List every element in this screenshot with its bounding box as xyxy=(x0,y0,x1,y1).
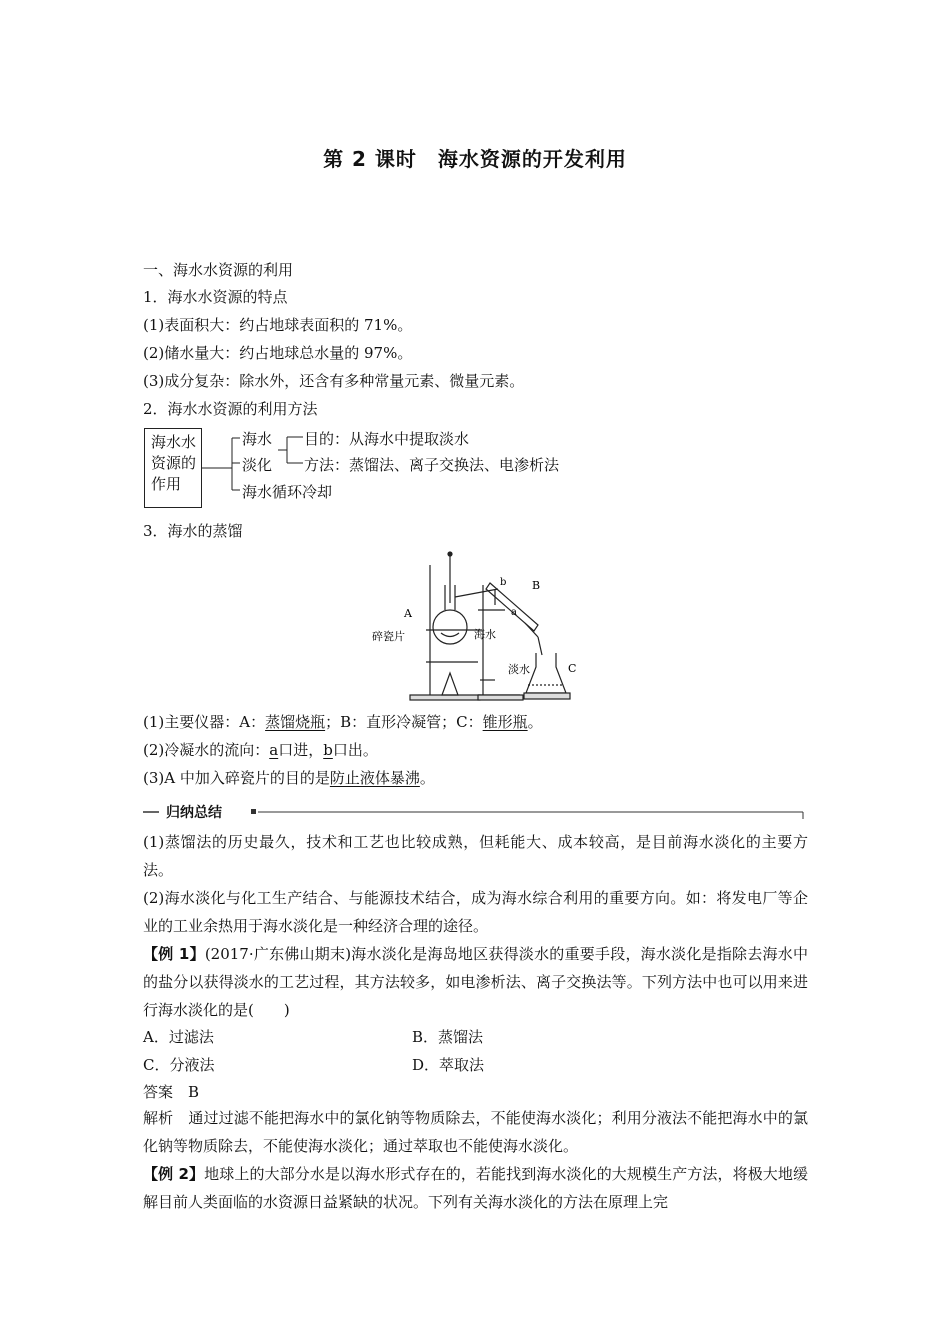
label-outlet-b: b xyxy=(500,577,507,588)
summary-title: 归纳总结 xyxy=(162,802,226,822)
summary-point-1: (1)蒸馏法的历史最久，技术和工艺也比较成熟，但耗能大、成本较高，是目前海水淡化的主要方法。 xyxy=(143,833,808,879)
example-2 xyxy=(143,1160,808,1216)
distillation-apparatus-figure xyxy=(370,545,590,705)
text: (2)冷凝水的流向： xyxy=(143,741,270,759)
label-seawater: 海水 xyxy=(474,628,496,641)
label-a: A xyxy=(404,607,412,620)
subheading-features: 1．海水水资源的特点 xyxy=(143,288,288,306)
label-inlet-a: a xyxy=(511,607,517,618)
feature-area: (1)表面积大：约占地球表面积的 71%。 xyxy=(143,316,413,334)
label-freshwater: 淡水 xyxy=(508,663,530,676)
subheading-methods: 2．海水水资源的利用方法 xyxy=(143,400,318,418)
example-tag: 【例 2】 xyxy=(143,1165,205,1183)
diagram-branch1-line1: 海水 xyxy=(242,430,273,448)
answer-purpose: 防止液体暴沸 xyxy=(329,769,420,787)
answer-outlet: b xyxy=(323,741,333,759)
example-1 xyxy=(143,940,808,1024)
option-b: B．蒸馏法 xyxy=(412,1028,484,1046)
example-analysis: 解析 通过过滤不能把海水中的氯化钠等物质除去，不能使海水淡化；利用分液法不能把海水中的氯化钠等物质除去，不能使海水淡化；通过萃取也不能使海水淡化。 xyxy=(143,1109,808,1155)
option-c: C．分液法 xyxy=(143,1056,215,1074)
example-answer: 答案 B xyxy=(143,1083,200,1101)
summary-divider xyxy=(143,805,808,819)
feature-composition: (3)成分复杂：除水外，还含有多种常量元素、微量元素。 xyxy=(143,372,525,390)
option-a: A．过滤法 xyxy=(143,1028,214,1046)
question-instruments xyxy=(143,712,543,732)
diagram-root-line: 海水水 xyxy=(151,433,197,451)
label-chips: 碎瓷片 xyxy=(372,630,405,643)
text: 口进， xyxy=(278,741,324,759)
page-title: 第 2 课时 海水资源的开发利用 xyxy=(323,147,627,171)
text: 。 xyxy=(419,769,435,787)
diagram-root-line: 作用 xyxy=(151,475,182,493)
diagram-purpose: 目的：从海水中提取淡水 xyxy=(304,430,470,448)
diagram-branch2: 海水循环冷却 xyxy=(242,483,333,501)
diagram-branch1-line2: 淡化 xyxy=(242,456,273,474)
subheading-distillation: 3．海水的蒸馏 xyxy=(143,522,243,540)
answer-a: 蒸馏烧瓶 xyxy=(265,713,326,731)
text: (3)A 中加入碎瓷片的目的是 xyxy=(143,769,330,787)
section-heading: 一、海水水资源的利用 xyxy=(143,261,294,279)
example-text: (2017·广东佛山期末)海水淡化是海岛地区获得淡水的重要手段，海水淡化是指除去海水中的盐分以获得淡水的工艺过程，其方法较多，如电渗析法、离子交换法等。下列方法中也可以用来进行海水淡化的是( ) xyxy=(143,945,808,1019)
question-chips xyxy=(143,768,435,788)
answer-c: 锥形瓶 xyxy=(482,713,528,731)
text: (1)主要仪器：A： xyxy=(143,713,266,731)
text: ；B：直形冷凝管；C： xyxy=(325,713,483,731)
text: 。 xyxy=(527,713,543,731)
question-flow xyxy=(143,740,378,760)
summary-point-2: (2)海水淡化与化工生产结合、与能源技术结合，成为海水综合利用的重要方向。如：将发电厂等企业的工业余热用于海水淡化是一种经济合理的途径。 xyxy=(143,889,808,935)
answer-inlet: a xyxy=(269,741,279,759)
feature-volume: (2)储水量大：约占地球总水量的 97%。 xyxy=(143,344,413,362)
label-c: C xyxy=(568,662,577,675)
label-b: B xyxy=(532,579,541,592)
diagram-root-line: 资源的 xyxy=(151,454,197,472)
text: 口出。 xyxy=(332,741,378,759)
option-d: D．萃取法 xyxy=(412,1056,485,1074)
example-text: 地球上的大部分水是以海水形式存在的，若能找到海水淡化的大规模生产方法，将极大地缓解目前人类面临的水资源日益紧缺的状况。下列有关海水淡化的方法在原理上完 xyxy=(143,1165,808,1211)
diagram-method: 方法：蒸馏法、离子交换法、电渗析法 xyxy=(304,456,560,474)
example-tag: 【例 1】 xyxy=(143,945,205,963)
